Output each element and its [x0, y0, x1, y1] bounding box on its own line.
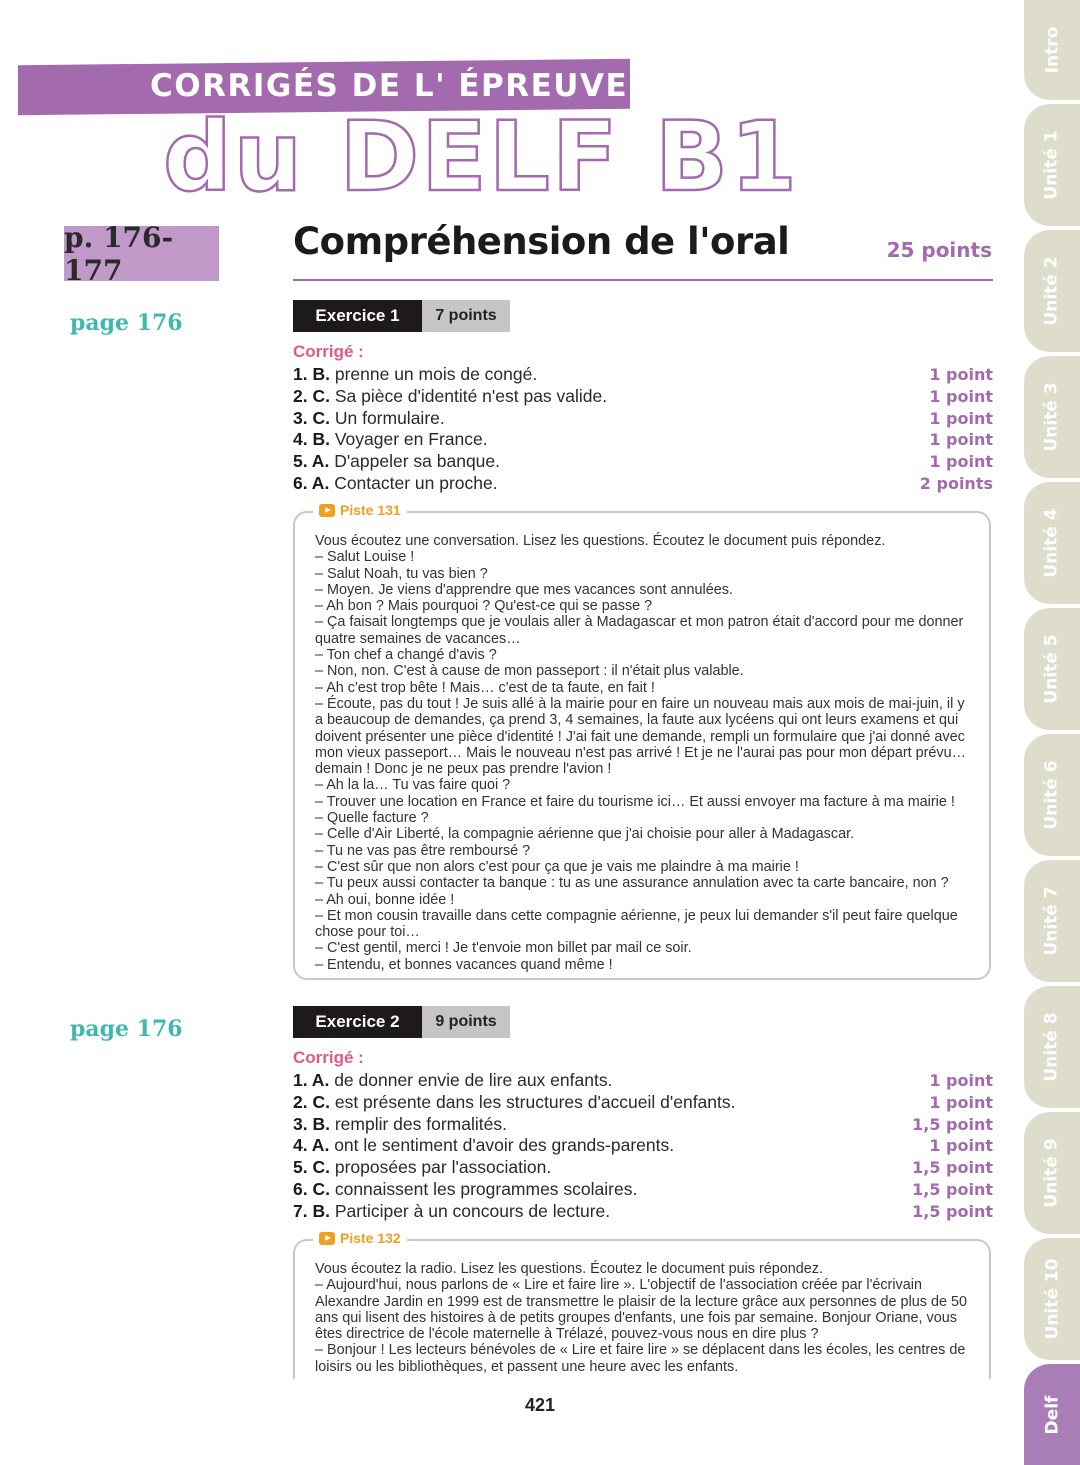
- transcript-line: – Trouver une location en France et faire du tourisme ici… Et aussi envoyer ma facture à ma mairie !: [315, 793, 955, 810]
- answer-points: 1 point: [929, 452, 993, 472]
- transcript-line: – C'est sûr que non alors c'est pour ça que je vais me plaindre à ma mairie !: [315, 858, 799, 875]
- answer-row: [293, 451, 993, 473]
- exercise2-page-ref: page 176: [70, 1016, 183, 1042]
- transcript-line: – Aujourd'hui, nous parlons de « Lire et faire lire ». L'objectif de l'association créée par l'écrivain Alexandre Jardin en 1999 est de transmettre le plaisir de la lecture grâce aux personnes de plus de 50 ans qui lisent des histoires à de petits groupes d'enfants, une fois par semaine. Bonjour Oriane, vous êtes directrice de l'école maternelle à Trélazé, pouvez-vous nous en dire plus ?: [315, 1277, 967, 1343]
- exercise1-page-ref: page 176: [70, 310, 183, 336]
- track-132-transcript: [293, 1230, 991, 1379]
- transcript-line: Vous écoutez une conversation. Lisez les questions. Écoutez le document puis répondez.: [315, 533, 886, 549]
- transcript-line: – Écoute, pas du tout ! Je suis allé à la mairie pour en faire un nouveau mais aux mois de mai-juin, il y a beaucoup de demandes, ça prend 3, 4 semaines, la faute aux lycéens qui ont leurs examens et qui doivent présenter une pièce d'identité ! J'ai fait une demande, rempli un formulaire que j'ai donné avec mon vieux passeport… Mais le nouveau n'est pas arrivé ! Et je ne l'aurai pas pour mon départ prévu… demain ! Donc je ne peux pas prendre l'avion !: [315, 695, 967, 778]
- transcript-line: – Ah oui, bonne idée !: [315, 891, 455, 908]
- tab-label: Unité 7: [1042, 886, 1063, 956]
- corrige-label: Corrigé :: [293, 342, 364, 361]
- tab-unite-3[interactable]: [1024, 356, 1080, 478]
- transcript-text: [315, 533, 971, 973]
- tab-label: Unité 4: [1042, 508, 1063, 578]
- transcript-line: – Ah bon ? Mais pourquoi ? Qu'est-ce qui se passe ?: [315, 598, 653, 615]
- answer-text: D'appeler sa banque.: [334, 451, 501, 472]
- track-label[interactable]: [313, 502, 407, 518]
- transcript-line: – Ça faisait longtemps que je voulais aller à Madagascar et mon patron était d'accord pour me donner quatre semaines de vacances…: [315, 614, 964, 647]
- tab-label: Delf: [1042, 1395, 1062, 1434]
- answer-row: [293, 1135, 993, 1157]
- answer-points: 1 point: [929, 1092, 993, 1112]
- answer-text: Un formulaire.: [334, 407, 445, 428]
- tab-label: Unité 5: [1042, 634, 1063, 704]
- transcript-line: – Salut Noah, tu vas bien ?: [315, 565, 488, 582]
- answer-number: 6. A.: [293, 472, 330, 493]
- exercise2-points: 9 points: [422, 1006, 510, 1038]
- answer-text: de donner envie de lire aux enfants.: [334, 1070, 613, 1090]
- exercise1-answers: [293, 342, 993, 495]
- corrige-label: Corrigé :: [293, 1048, 364, 1067]
- answer-text: proposées par l'association.: [334, 1157, 552, 1178]
- answer-number: 4. B.: [293, 429, 330, 450]
- tab-intro[interactable]: [1024, 0, 1080, 100]
- answer-row: [293, 1201, 993, 1223]
- transcript-line: – Non, non. C'est à cause de mon passeport : il n'était plus valable.: [315, 663, 744, 680]
- answer-number: 6. C.: [293, 1178, 330, 1199]
- section-title: Compréhension de l'oral: [293, 220, 790, 263]
- answer-points: 1 point: [929, 430, 993, 450]
- tab-label: Unité 10: [1042, 1258, 1062, 1340]
- answer-row: [293, 1157, 993, 1179]
- answer-row: [293, 1179, 993, 1201]
- answer-row: [293, 1070, 993, 1092]
- answer-points: 1,5 point: [912, 1114, 993, 1134]
- transcript-line: – Ah c'est trop bête ! Mais… c'est de ta faute, en fait !: [315, 679, 655, 696]
- answer-number: 1. B.: [293, 364, 330, 384]
- play-icon[interactable]: [319, 1232, 335, 1245]
- answer-number: 2. C.: [293, 385, 330, 406]
- play-icon[interactable]: [319, 504, 335, 517]
- transcript-line: – Quelle facture ?: [315, 810, 429, 827]
- answer-row: [293, 408, 993, 430]
- answer-text: Voyager en France.: [334, 429, 488, 450]
- answer-points: 1 point: [929, 386, 993, 406]
- answer-text: Sa pièce d'identité n'est pas valide.: [334, 385, 608, 406]
- answer-row: [293, 1114, 993, 1136]
- transcript-line: – Ton chef a changé d'avis ?: [315, 647, 497, 664]
- transcript-text: [315, 1261, 971, 1375]
- exercise1-name: Exercice 1: [293, 300, 422, 332]
- tab-unite-5[interactable]: [1024, 608, 1080, 730]
- answer-number: 1. A.: [293, 1070, 330, 1090]
- tab-label: Unité 9: [1042, 1138, 1063, 1208]
- section-points: 25 points: [886, 238, 992, 262]
- answer-points: 1 point: [929, 1071, 993, 1090]
- track-title: Piste 132: [340, 1230, 401, 1246]
- tab-label: Unité 8: [1042, 1012, 1063, 1082]
- answer-row: [293, 364, 993, 386]
- exercise2-tag: [293, 1006, 510, 1038]
- track-131-transcript: [293, 502, 991, 980]
- answer-number: 3. B.: [293, 1113, 330, 1134]
- transcript-line: – Tu peux aussi contacter ta banque : tu as une assurance annulation avec ta carte bancaire, non ?: [315, 875, 949, 892]
- exercise1-tag: [293, 300, 510, 332]
- answer-row: [293, 1092, 993, 1114]
- answer-points: 1 point: [929, 408, 993, 428]
- transcript-line: Vous écoutez la radio. Lisez les questions. Écoutez le document puis répondez.: [315, 1261, 823, 1277]
- tab-unite-9[interactable]: [1024, 1112, 1080, 1234]
- answer-points: 1 point: [929, 1136, 993, 1156]
- transcript-line: – Bonjour ! Les lecteurs bénévoles de « Lire et faire lire » se déplacent dans les écoles, les centres de loisirs ou les bibliothèques, et passent une heure avec les enfants.: [315, 1342, 966, 1375]
- tab-label: Unité 6: [1042, 760, 1063, 830]
- header-banner-text: CORRIGÉS DE L' ÉPREUVE: [150, 68, 629, 104]
- transcript-line: – Et mon cousin travaille dans cette compagnie aérienne, je peux lui demander s'il peut faire quelque chose pour toi…: [315, 907, 958, 941]
- track-label[interactable]: [313, 1230, 407, 1246]
- tab-unite-1[interactable]: [1024, 104, 1080, 226]
- answer-text: connaissent les programmes scolaires.: [334, 1178, 638, 1199]
- transcript-line: – Tu ne vas pas être remboursé ?: [315, 842, 531, 859]
- answer-number: 4. A.: [293, 1135, 330, 1156]
- answer-text: Contacter un proche.: [334, 472, 498, 493]
- page-number: 421: [524, 1395, 556, 1415]
- tab-label: Unité 3: [1042, 382, 1063, 452]
- answer-points: 1,5 point: [912, 1158, 993, 1178]
- answer-number: 3. C.: [293, 407, 330, 428]
- page-range-badge: p. 176-177: [64, 226, 219, 281]
- answer-row: [293, 473, 993, 495]
- answer-points: 1,5 point: [912, 1201, 993, 1221]
- tab-unite-7[interactable]: [1024, 860, 1080, 982]
- exercise2-answers: [293, 1048, 993, 1223]
- transcript-line: – Moyen. Je viens d'apprendre que mes vacances sont annulées.: [315, 581, 733, 598]
- tab-unite-8[interactable]: [1024, 986, 1080, 1108]
- exercise1-points: 7 points: [422, 300, 510, 332]
- answer-points: 2 points: [919, 473, 993, 493]
- answer-text: Participer à un concours de lecture.: [334, 1200, 611, 1221]
- header-title: du DELF B1: [163, 101, 799, 213]
- answer-text: remplir des formalités.: [334, 1113, 507, 1134]
- answer-number: 5. A.: [293, 451, 330, 472]
- answer-text: ont le sentiment d'avoir des grands-parents.: [334, 1135, 675, 1156]
- answer-row: [293, 386, 993, 408]
- transcript-line: – C'est gentil, merci ! Je t'envoie mon billet par mail ce soir.: [315, 940, 692, 957]
- tab-unite-6[interactable]: [1024, 734, 1080, 856]
- tab-label: Unité 1: [1042, 130, 1063, 200]
- transcript-line: – Ah la la… Tu vas faire quoi ?: [315, 777, 511, 794]
- answer-points: 1 point: [929, 365, 993, 384]
- transcript-line: – Entendu, et bonnes vacances quand même !: [315, 956, 613, 973]
- track-title: Piste 131: [340, 502, 401, 518]
- answer-number: 7. B.: [293, 1200, 330, 1221]
- answer-number: 5. C.: [293, 1157, 330, 1178]
- tab-delf[interactable]: [1024, 1364, 1080, 1465]
- exercise2-name: Exercice 2: [293, 1006, 422, 1038]
- answer-number: 2. C.: [293, 1091, 330, 1112]
- tab-label: Intro: [1042, 26, 1062, 74]
- answer-text: est présente dans les structures d'accueil d'enfants.: [334, 1091, 736, 1112]
- answer-row: [293, 429, 993, 451]
- section-divider: [293, 279, 993, 281]
- transcript-line: – Celle d'Air Liberté, la compagnie aérienne que j'ai choisie pour aller à Madagascar.: [315, 826, 855, 843]
- answer-points: 1,5 point: [912, 1179, 993, 1199]
- tab-unite-2[interactable]: [1024, 230, 1080, 352]
- tab-label: Unité 2: [1042, 256, 1063, 326]
- chapter-tabs: [1024, 0, 1080, 1465]
- tab-unite-10[interactable]: [1024, 1238, 1080, 1360]
- tab-unite-4[interactable]: [1024, 482, 1080, 604]
- answer-text: prenne un mois de congé.: [334, 364, 538, 384]
- transcript-line: – Salut Louise !: [315, 549, 415, 566]
